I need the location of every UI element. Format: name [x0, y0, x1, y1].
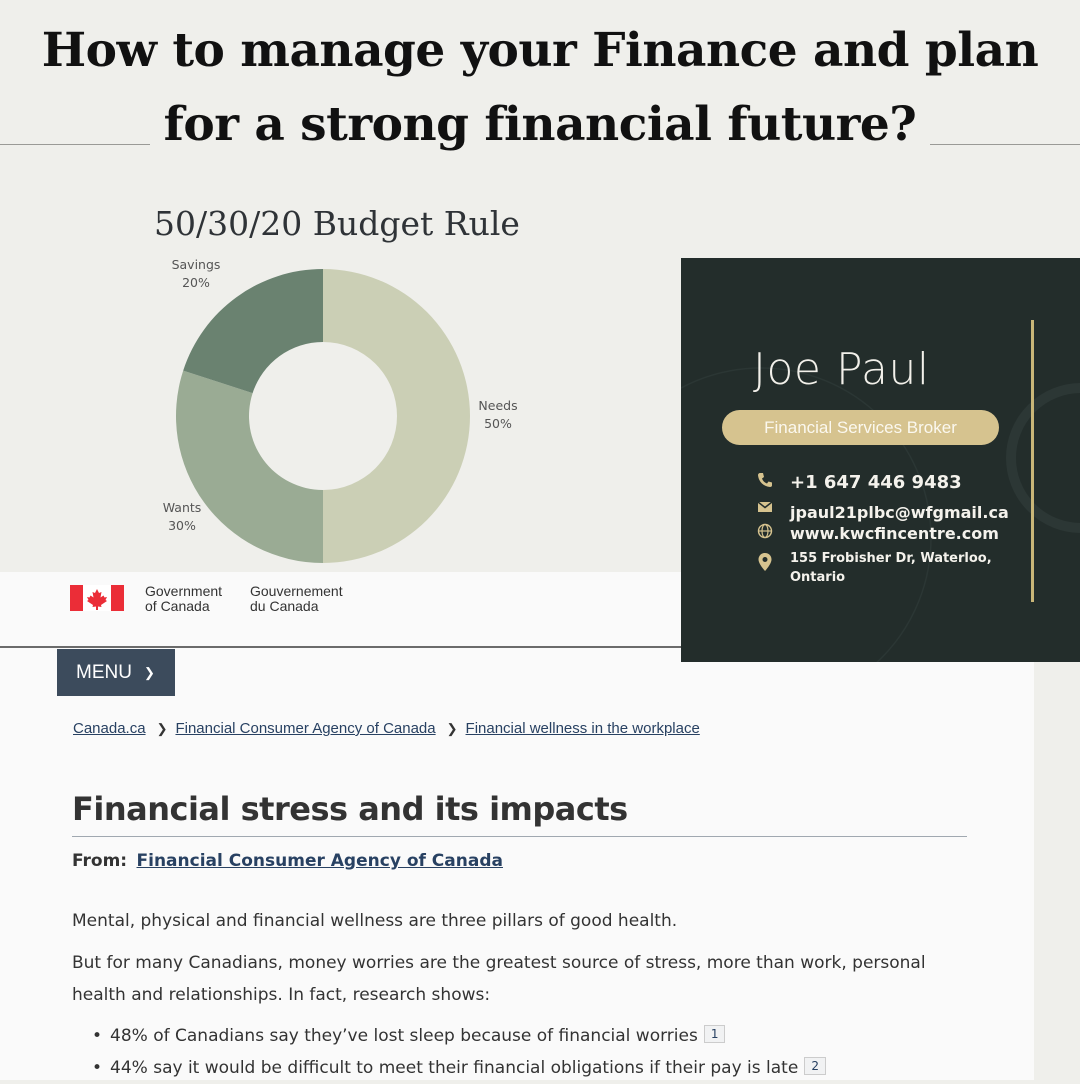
card-address-line-2: Ontario — [790, 570, 846, 585]
location-pin-icon — [757, 552, 773, 572]
signature-en-line-2: of Canada — [145, 598, 210, 614]
headline-line-2: for a strong financial future? — [163, 97, 917, 152]
breadcrumb-link-fcac[interactable]: Financial Consumer Agency of Canada — [175, 720, 436, 737]
footnote-link[interactable]: 2 — [804, 1057, 826, 1075]
canada-flag-icon — [70, 585, 124, 611]
card-email[interactable]: jpaul21plbc@wfgmail.ca — [790, 503, 1009, 522]
list-item — [72, 1052, 826, 1084]
signature-french[interactable] — [250, 584, 343, 614]
slice-label-savings: Savings — [171, 257, 221, 272]
card-address-line-1: 155 Frobisher Dr, Waterloo, — [790, 551, 992, 566]
menu-button[interactable] — [57, 649, 175, 696]
card-address — [790, 549, 992, 587]
gold-divider — [1031, 320, 1034, 602]
list-item-text: 48% of Canadians say they’ve lost sleep because of financial worries — [110, 1026, 698, 1046]
signature-english[interactable] — [145, 584, 222, 614]
slice-label-needs: Needs — [478, 398, 518, 413]
from-link[interactable]: Financial Consumer Agency of Canada — [136, 851, 503, 871]
title-divider — [72, 836, 967, 837]
signature-en-line-1: Government — [145, 583, 223, 599]
from-line — [72, 851, 503, 871]
breadcrumb — [73, 720, 700, 737]
card-phone[interactable]: +1 647 446 9483 — [790, 472, 962, 493]
paragraph-2: But for many Canadians, money worries are the greatest source of stress, more than work, personal health and relationships. In fact, research shows: — [72, 953, 926, 1005]
slice-value-needs: 50% — [484, 416, 512, 431]
paragraph-1: Mental, physical and financial wellness are three pillars of good health. — [72, 911, 678, 931]
chevron-right-icon: ❯ — [156, 720, 168, 736]
headline-rule-left — [0, 144, 150, 145]
card-decoration — [681, 258, 1080, 662]
card-role-badge: Financial Services Broker — [722, 410, 999, 445]
chevron-down-icon: ❯ — [143, 664, 155, 680]
menu-button-label: MENU — [76, 661, 132, 683]
footnote-link[interactable]: 1 — [704, 1025, 726, 1043]
slice-label-wants: Wants — [162, 500, 202, 515]
headline-line-1: How to manage your Finance and plan — [41, 23, 1039, 78]
stats-list — [72, 1020, 826, 1084]
email-icon — [757, 501, 773, 513]
budget-donut-chart — [0, 250, 640, 570]
list-item-text: 44% say it would be difficult to meet their financial obligations if their pay is late — [110, 1058, 799, 1078]
from-label: From: — [72, 851, 128, 871]
breadcrumb-link-wellness[interactable]: Financial wellness in the workplace — [465, 720, 700, 737]
list-item — [72, 1020, 826, 1052]
donut-slice-needs — [323, 269, 470, 563]
chart-title: 50/30/20 Budget Rule — [154, 204, 520, 243]
chevron-right-icon: ❯ — [446, 720, 458, 736]
card-website[interactable]: www.kwcfincentre.com — [790, 524, 999, 543]
business-card — [681, 258, 1080, 662]
page-title: Financial stress and its impacts — [72, 790, 628, 828]
globe-icon — [757, 523, 773, 539]
phone-icon — [757, 472, 773, 488]
breadcrumb-link-canada[interactable]: Canada.ca — [73, 720, 146, 737]
headline-rule-right — [930, 144, 1080, 145]
slice-value-savings: 20% — [182, 275, 210, 290]
signature-fr-line-2: du Canada — [250, 598, 319, 614]
signature-fr-line-1: Gouvernement — [250, 583, 343, 599]
card-name: Joe Paul — [753, 344, 930, 395]
donut-slice-wants — [176, 371, 323, 563]
headline — [0, 14, 1080, 162]
slice-value-wants: 30% — [168, 518, 196, 533]
